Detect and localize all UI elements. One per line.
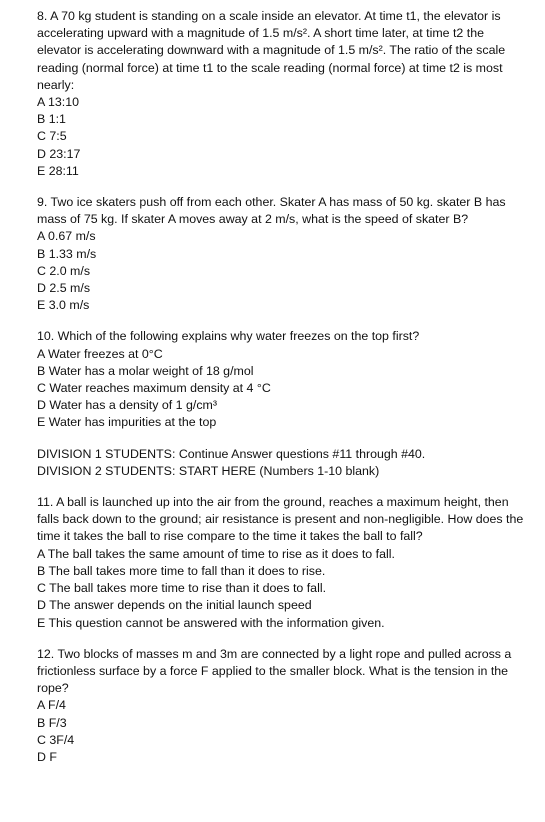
answer-option: D Water has a density of 1 g/cm³ xyxy=(37,398,217,413)
answer-option: D F xyxy=(37,749,57,764)
question-text: 8. A 70 kg student is standing on a scale inside an elevator. At time t1, the elevator is accelerating upward with a magnitude of 1.5 m/s². A short time later, at time t2 the elevator is accelerating downward with a magnitude of 1.5 m/s². The ratio of the scale reading (normal force) at time t1 to the scale reading (normal force) at time t2 is most nearly: xyxy=(37,9,506,92)
answer-option: B Water has a molar weight of 18 g/mol xyxy=(37,363,254,378)
answer-option: D The answer depends on the initial launch speed xyxy=(37,598,312,613)
question-10 xyxy=(37,328,527,431)
answer-option: E This question cannot be answered with the information given. xyxy=(37,615,385,630)
answer-option: A 13:10 xyxy=(37,95,80,110)
answer-option: B 1.33 m/s xyxy=(37,246,97,261)
answer-options xyxy=(37,228,527,314)
division-1-notice: DIVISION 1 STUDENTS: Continue Answer questions #11 through #40. xyxy=(37,446,426,461)
question-11 xyxy=(37,494,527,632)
answer-option: E 28:11 xyxy=(37,163,79,178)
answer-option: A F/4 xyxy=(37,698,66,713)
answer-option: D 23:17 xyxy=(37,146,81,161)
answer-option: E Water has impurities at the top xyxy=(37,415,217,430)
answer-options xyxy=(37,346,527,432)
answer-options xyxy=(37,697,527,766)
answer-option: C 2.0 m/s xyxy=(37,263,91,278)
question-9 xyxy=(37,194,527,314)
answer-option: A The ball takes the same amount of time to rise as it does to fall. xyxy=(37,546,395,561)
answer-option: B The ball takes more time to fall than it does to rise. xyxy=(37,563,326,578)
answer-option: A 0.67 m/s xyxy=(37,229,96,244)
question-text: 12. Two blocks of masses m and 3m are connected by a light rope and pulled across a frictionless surface by a force F applied to the smaller block. What is the tension in the rope? xyxy=(37,646,512,696)
answer-options xyxy=(37,94,527,180)
question-text: 10. Which of the following explains why water freezes on the top first? xyxy=(37,329,420,344)
answer-option: A Water freezes at 0°C xyxy=(37,346,163,361)
question-8 xyxy=(37,8,527,180)
answer-option: E 3.0 m/s xyxy=(37,298,90,313)
question-12 xyxy=(37,646,527,766)
question-text: 11. A ball is launched up into the air from the ground, reaches a maximum height, then falls back down to the ground; air resistance is present and non-negligible. How does the time it takes the ball to rise compare to the time it takes the ball to fall? xyxy=(37,495,524,544)
answer-option: B F/3 xyxy=(37,715,67,730)
answer-option: C Water reaches maximum density at 4 °C xyxy=(37,381,271,396)
answer-options xyxy=(37,546,527,632)
answer-option: C The ball takes more time to rise than it does to fall. xyxy=(37,581,327,596)
division-2-notice: DIVISION 2 STUDENTS: START HERE (Numbers 1-10 blank) xyxy=(37,463,380,478)
answer-option: D 2.5 m/s xyxy=(37,281,91,296)
division-notice xyxy=(37,446,527,480)
answer-option: C 3F/4 xyxy=(37,732,75,747)
question-text: 9. Two ice skaters push off from each other. Skater A has mass of 50 kg. skater B has mass of 75 kg. If skater A moves away at 2 m/s, what is the speed of skater B? xyxy=(37,195,506,227)
answer-option: C 7:5 xyxy=(37,129,67,144)
answer-option: B 1:1 xyxy=(37,112,66,127)
